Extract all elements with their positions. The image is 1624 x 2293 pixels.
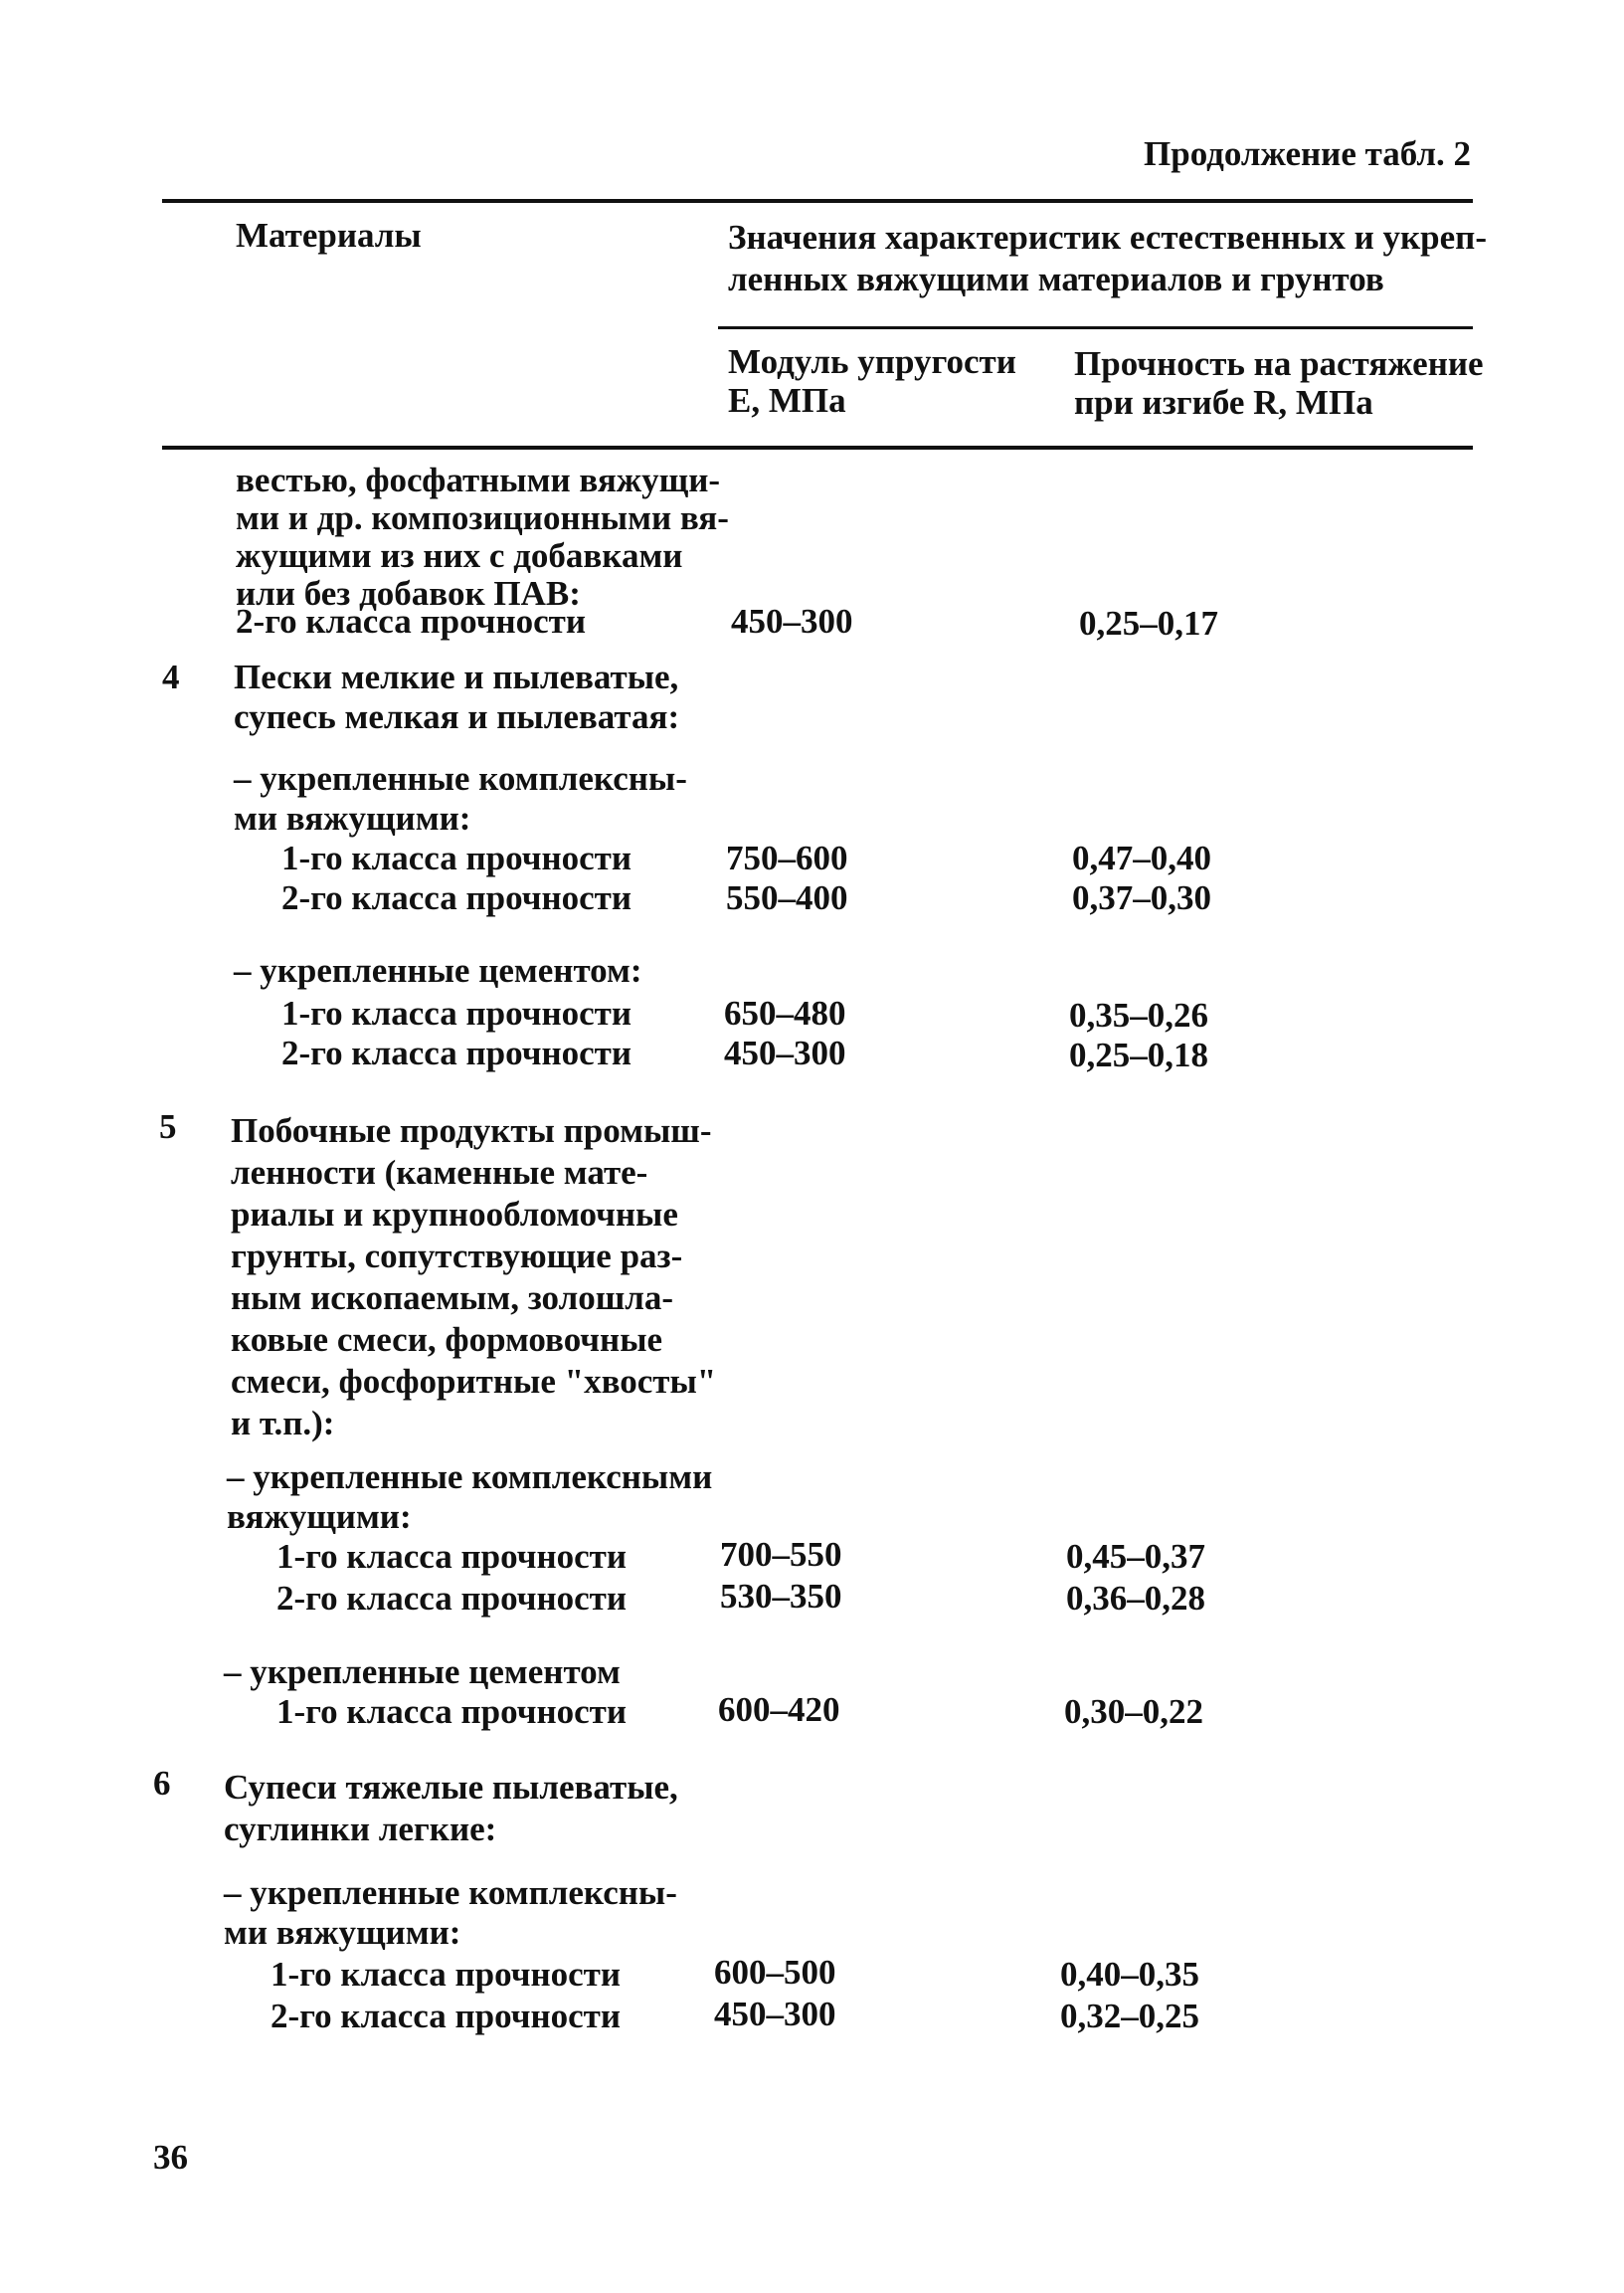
- material-text: ным ископаемым, золошла-: [231, 1278, 674, 1317]
- strength-value: 0,32–0,25: [1060, 1997, 1199, 2035]
- strength-class-label: 1-го класса прочности: [276, 1692, 627, 1731]
- subgroup-label: – укрепленные цементом: [224, 1652, 621, 1691]
- strength-value: 0,40–0,35: [1060, 1955, 1199, 1994]
- column-header-values-line2: ленных вяжущими материалов и грунтов: [728, 260, 1384, 298]
- subgroup-label: ми вяжущими:: [234, 799, 471, 838]
- strength-class-label: 1-го класса прочности: [276, 1537, 627, 1576]
- subheader-rule: [718, 326, 1473, 329]
- header-bottom-rule: [162, 446, 1473, 450]
- material-text: супесь мелкая и пылеватая:: [234, 697, 680, 736]
- row-number: 5: [159, 1107, 177, 1146]
- strength-class-label: 2-го класса прочности: [271, 1997, 621, 2035]
- subgroup-label: – укрепленные комплексны-: [234, 759, 687, 798]
- strength-class-label: 2-го класса прочности: [281, 1034, 632, 1072]
- strength-class-label: 1-го класса прочности: [281, 839, 632, 877]
- material-text: Супеси тяжелые пылеватые,: [224, 1768, 678, 1807]
- material-text: ми и др. композиционными вя-: [236, 498, 729, 537]
- modulus-value: 600–500: [714, 1953, 836, 1992]
- column-header-modulus-line2: E, МПа: [728, 381, 846, 420]
- material-text: Пески мелкие и пылеватые,: [234, 658, 679, 696]
- modulus-value: 650–480: [724, 994, 846, 1033]
- material-text: ковые смеси, формовочные: [231, 1320, 663, 1359]
- strength-value: 0,36–0,28: [1066, 1579, 1205, 1618]
- material-text: жущими из них с добавками: [236, 536, 683, 575]
- strength-class-label: 2-го класса прочности: [281, 878, 632, 917]
- material-text: Побочные продукты промыш-: [231, 1111, 712, 1150]
- material-text: суглинки легкие:: [224, 1810, 497, 1848]
- modulus-value: 600–420: [718, 1690, 840, 1729]
- modulus-value: 450–300: [714, 1995, 836, 2033]
- column-header-modulus-line1: Модуль упругости: [728, 342, 1016, 381]
- subgroup-label: – укрепленные цементом:: [234, 951, 642, 990]
- strength-value: 0,25–0,18: [1069, 1036, 1208, 1074]
- strength-class-label: 1-го класса прочности: [281, 994, 632, 1033]
- modulus-value: 750–600: [726, 839, 848, 877]
- material-text: ленности (каменные мате-: [231, 1153, 648, 1192]
- material-text: смеси, фосфоритные "хвосты": [231, 1362, 717, 1401]
- column-header-strength-line2: при изгибе R, МПа: [1074, 383, 1373, 422]
- material-text: грунты, сопутствующие раз-: [231, 1237, 683, 1275]
- strength-value: 0,35–0,26: [1069, 996, 1208, 1035]
- row-number: 4: [162, 658, 180, 696]
- strength-value: 0,47–0,40: [1072, 839, 1211, 877]
- material-text: или без добавок ПАВ:: [236, 574, 581, 613]
- material-text: вестью, фосфатными вяжущи-: [236, 461, 721, 499]
- subgroup-label: – укрепленные комплексны-: [224, 1873, 677, 1912]
- modulus-value: 450–300: [724, 1034, 846, 1072]
- modulus-value: 550–400: [726, 878, 848, 917]
- strength-class-label: 2-го класса прочности: [236, 602, 586, 641]
- page-number: 36: [153, 2138, 188, 2177]
- strength-value: 0,25–0,17: [1079, 604, 1218, 643]
- strength-value: 0,37–0,30: [1072, 878, 1211, 917]
- column-header-values-line1: Значения характеристик естественных и укреп-: [728, 218, 1487, 257]
- subgroup-label: ми вяжущими:: [224, 1913, 461, 1952]
- strength-class-label: 2-го класса прочности: [276, 1579, 627, 1618]
- column-header-strength-line1: Прочность на растяжение: [1074, 344, 1484, 383]
- material-text: риалы и крупнообломочные: [231, 1195, 678, 1234]
- modulus-value: 530–350: [720, 1577, 842, 1616]
- strength-class-label: 1-го класса прочности: [271, 1955, 621, 1994]
- continuation-label: Продолжение табл. 2: [1144, 134, 1472, 173]
- strength-value: 0,30–0,22: [1064, 1692, 1203, 1731]
- subgroup-label: – укрепленные комплексными: [227, 1457, 713, 1496]
- table-top-rule: [162, 199, 1473, 203]
- material-text: и т.п.):: [231, 1404, 335, 1442]
- strength-value: 0,45–0,37: [1066, 1537, 1205, 1576]
- row-number: 6: [153, 1764, 171, 1803]
- modulus-value: 450–300: [731, 602, 853, 641]
- column-header-materials: Материалы: [236, 216, 422, 255]
- subgroup-label: вяжущими:: [227, 1497, 412, 1536]
- modulus-value: 700–550: [720, 1535, 842, 1574]
